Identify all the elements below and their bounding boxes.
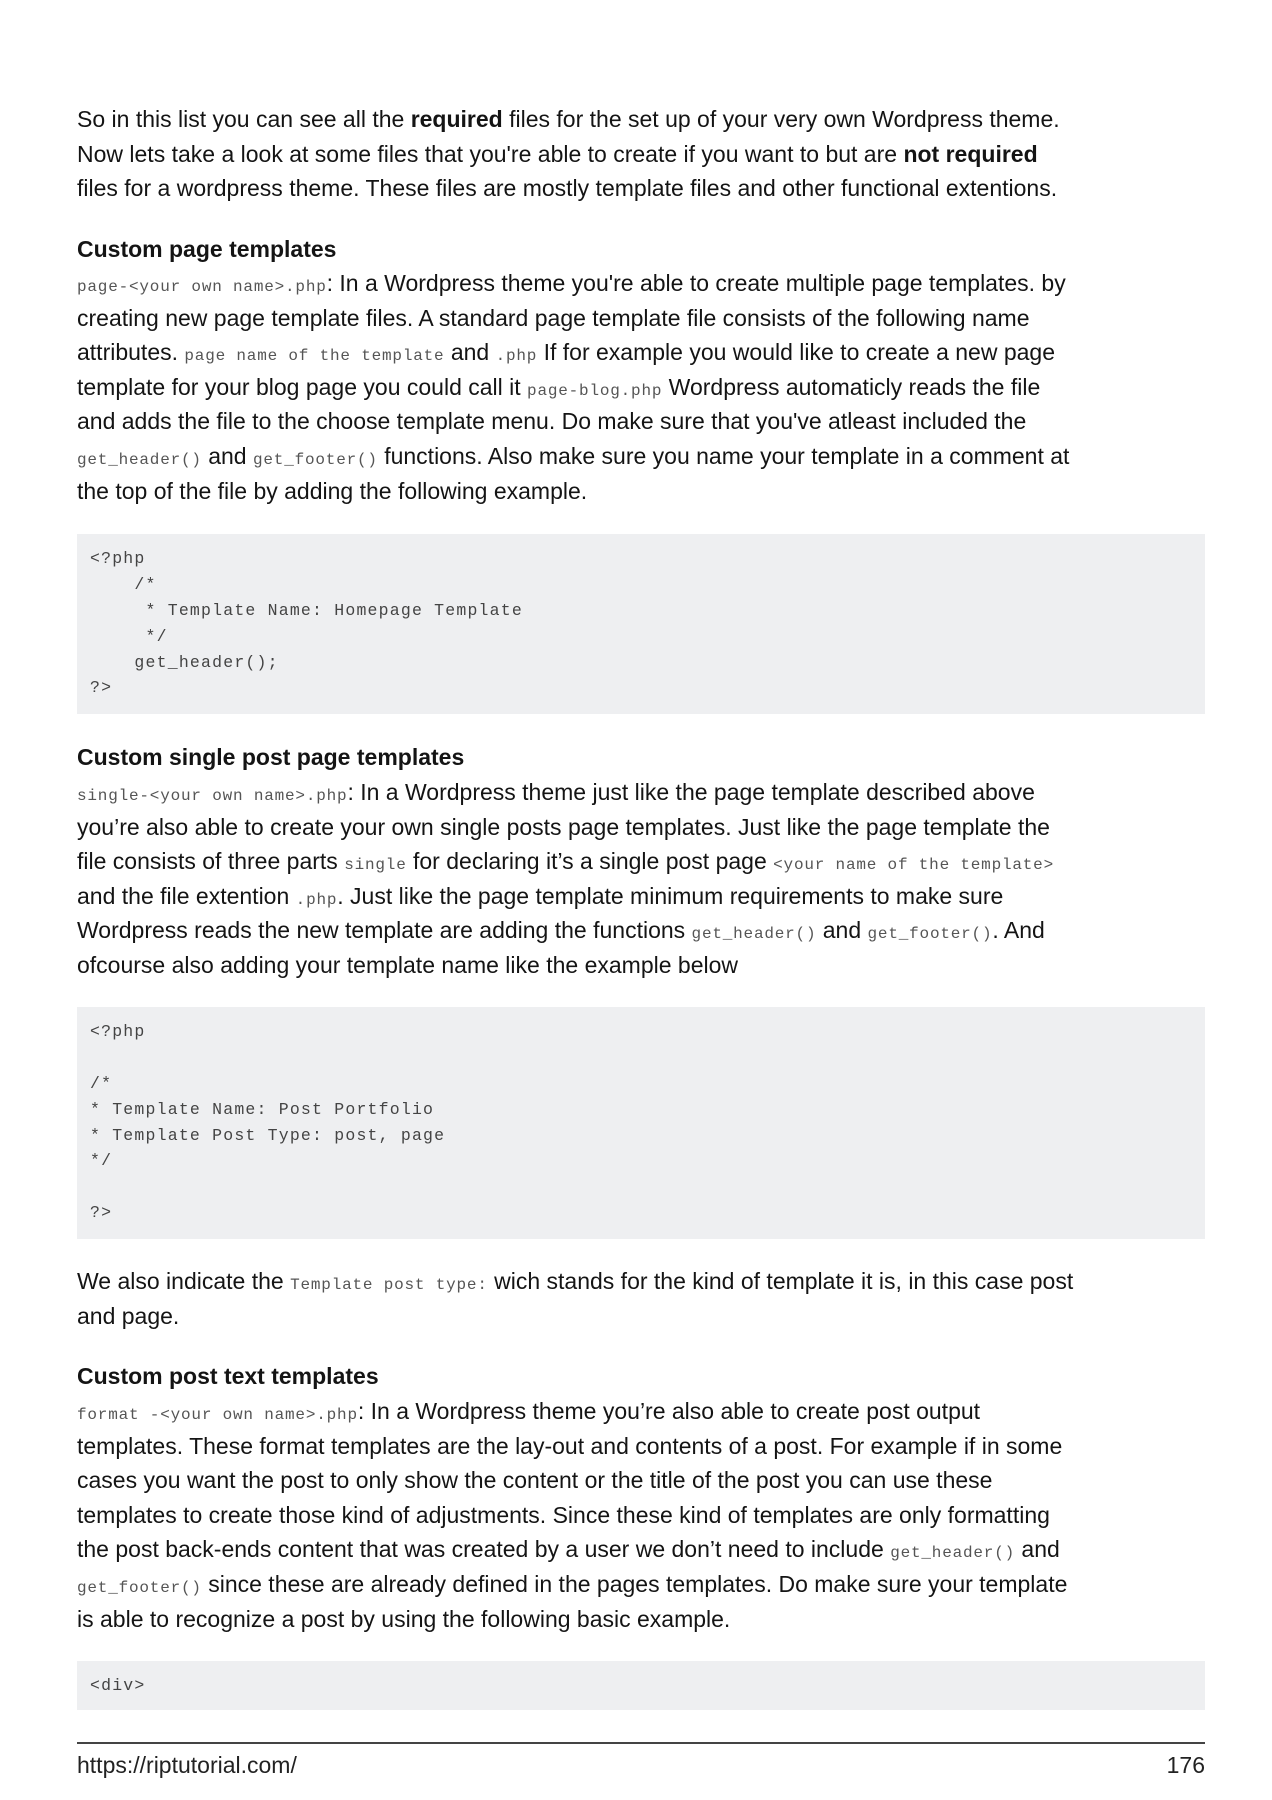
footer-divider bbox=[77, 1742, 1205, 1744]
text-line bbox=[77, 1602, 1217, 1637]
text-run: ofcourse also adding your template name like the example below bbox=[77, 951, 738, 978]
inline-code: get_footer() bbox=[252, 450, 378, 469]
text-line bbox=[77, 266, 1217, 301]
footer-url: https://riptutorial.com/ bbox=[77, 1752, 297, 1778]
text-run: and page. bbox=[77, 1302, 180, 1329]
custom-page-templates-paragraph bbox=[77, 266, 1217, 508]
text-run: templates. These format templates are the lay-out and contents of a post. For example if in some bbox=[77, 1432, 1063, 1459]
text-line bbox=[77, 844, 1217, 879]
text-line bbox=[77, 913, 1217, 948]
text-run: : In a Wordpress theme just like the page template described above bbox=[347, 779, 1035, 805]
text-run: for declaring it’s a single post page bbox=[406, 848, 774, 875]
text-line bbox=[77, 775, 1217, 810]
custom-post-text-paragraph bbox=[77, 1394, 1217, 1636]
code-block-homepage-template bbox=[77, 534, 1205, 714]
text-run: and bbox=[1015, 1536, 1060, 1563]
text-line bbox=[77, 1567, 1217, 1602]
inline-code: format -<your own name>.php bbox=[77, 1406, 358, 1424]
inline-code: get_header() bbox=[77, 450, 202, 469]
code-line: <div> bbox=[90, 1676, 146, 1695]
text-run: template for your blog page you could call it bbox=[77, 373, 528, 400]
text-run: Now lets take a look at some files that you're able to create if you want to but are bbox=[77, 140, 904, 167]
text-line bbox=[77, 171, 1217, 206]
inline-code: .php bbox=[295, 890, 338, 909]
text-line bbox=[77, 404, 1217, 439]
text-run: creating new page template files. A standard page template file consists of the following name bbox=[77, 304, 1030, 331]
code-block-div bbox=[77, 1661, 1205, 1710]
text-run: : In a Wordpress theme you're able to create multiple page templates. by bbox=[326, 270, 1066, 296]
text-line bbox=[77, 1264, 1217, 1299]
code-line bbox=[90, 1045, 1192, 1071]
code-line: ?> bbox=[90, 1203, 113, 1223]
code-line: <?php bbox=[90, 549, 146, 568]
text-line bbox=[77, 1394, 1217, 1429]
text-line bbox=[77, 335, 1217, 370]
text-line bbox=[77, 102, 1217, 137]
text-line bbox=[77, 1429, 1217, 1464]
code-line: get_header(); bbox=[90, 652, 279, 672]
text-run: file consists of three parts bbox=[77, 848, 345, 875]
text-run: wich stands for the kind of template it is, in this case post bbox=[487, 1268, 1074, 1294]
inline-code: get_header() bbox=[691, 925, 817, 944]
intro-paragraph bbox=[77, 102, 1217, 206]
code-line: /* bbox=[90, 574, 157, 594]
bold-text: required bbox=[410, 106, 503, 132]
text-run: since these are already defined in the pages templates. Do make sure your template bbox=[201, 1570, 1068, 1597]
text-line bbox=[77, 474, 1217, 509]
code-line: /* bbox=[90, 1073, 113, 1093]
custom-single-post-paragraph bbox=[77, 775, 1217, 983]
text-run: . And bbox=[992, 917, 1045, 944]
text-run: is able to recognize a post by using the following basic example. bbox=[77, 1605, 731, 1632]
text-run: attributes. bbox=[77, 339, 185, 366]
text-run: files for a wordpress theme. These files are mostly template files and other functional extentions. bbox=[77, 175, 1058, 202]
inline-code: single bbox=[344, 856, 407, 875]
text-run: templates to create those kind of adjustments. Since these kind of templates are only formatting bbox=[77, 1501, 1050, 1528]
text-run: Wordpress reads the new template are adding the functions bbox=[77, 917, 692, 944]
code-line: */ bbox=[90, 1151, 113, 1171]
text-line bbox=[77, 370, 1217, 405]
text-run: you’re also able to create your own single posts page templates. Just like the page template the bbox=[77, 813, 1050, 840]
text-line bbox=[77, 879, 1217, 914]
inline-code: .php bbox=[495, 347, 538, 366]
text-line bbox=[77, 1498, 1217, 1533]
heading-custom-post-text-templates: Custom post text templates bbox=[77, 1363, 379, 1389]
text-line bbox=[77, 137, 1217, 172]
text-line bbox=[77, 810, 1217, 845]
code-line: * Template Name: Post Portfolio bbox=[90, 1099, 435, 1119]
heading-custom-page-templates: Custom page templates bbox=[77, 236, 337, 262]
code-line: * Template Post Type: post, page bbox=[90, 1125, 446, 1145]
text-run: We also indicate the bbox=[77, 1268, 291, 1294]
text-run: If for example you would like to create a new page bbox=[537, 339, 1055, 366]
code-block-post-portfolio bbox=[77, 1007, 1205, 1239]
text-run: the post back-ends content that was created by a user we don’t need to include bbox=[77, 1536, 891, 1563]
text-line bbox=[77, 1463, 1217, 1498]
inline-code: get_footer() bbox=[77, 1578, 202, 1597]
code-line bbox=[90, 1174, 1192, 1200]
heading-custom-single-post-templates: Custom single post page templates bbox=[77, 744, 465, 770]
inline-code: Template post type: bbox=[290, 1276, 488, 1294]
text-line bbox=[77, 1532, 1217, 1567]
code-line: ?> bbox=[90, 678, 113, 698]
text-line bbox=[77, 439, 1217, 474]
text-run: and bbox=[444, 339, 496, 366]
text-run: and adds the file to the choose template menu. Do make sure that you've atleast included the bbox=[77, 408, 1027, 435]
text-run: files for the set up of your very own Wordpress theme. bbox=[502, 106, 1060, 132]
bold-text: not required bbox=[903, 140, 1038, 167]
text-run: and the file extention bbox=[77, 882, 296, 909]
template-post-type-paragraph bbox=[77, 1264, 1217, 1333]
inline-code: page-blog.php bbox=[527, 381, 663, 400]
text-run: : In a Wordpress theme you’re also able to create post output bbox=[357, 1398, 981, 1424]
text-run: and bbox=[201, 442, 253, 469]
page-number: 176 bbox=[1166, 1752, 1205, 1778]
text-line bbox=[77, 1299, 1217, 1334]
code-line: */ bbox=[90, 626, 168, 646]
code-line: <?php bbox=[90, 1022, 146, 1041]
inline-code: page-<your own name>.php bbox=[77, 278, 327, 296]
inline-code: page name of the template bbox=[184, 347, 445, 366]
code-line: * Template Name: Homepage Template bbox=[90, 600, 523, 620]
text-line bbox=[77, 301, 1217, 336]
text-run: Wordpress automaticly reads the file bbox=[662, 373, 1041, 400]
inline-code: single-<your own name>.php bbox=[77, 787, 348, 805]
text-run: So in this list you can see all the bbox=[77, 106, 411, 132]
text-run: functions. Also make sure you name your template in a comment at bbox=[377, 442, 1070, 469]
text-line bbox=[77, 948, 1217, 983]
inline-code: get_header() bbox=[890, 1544, 1016, 1563]
text-run: and bbox=[816, 917, 868, 944]
inline-code: <your name of the template> bbox=[773, 856, 1054, 875]
text-run: cases you want the post to only show the content or the title of the post you can use these bbox=[77, 1467, 993, 1494]
text-run: the top of the file by adding the following example. bbox=[77, 477, 588, 504]
inline-code: get_footer() bbox=[867, 925, 993, 944]
text-run: . Just like the page template minimum requirements to make sure bbox=[337, 882, 1004, 909]
